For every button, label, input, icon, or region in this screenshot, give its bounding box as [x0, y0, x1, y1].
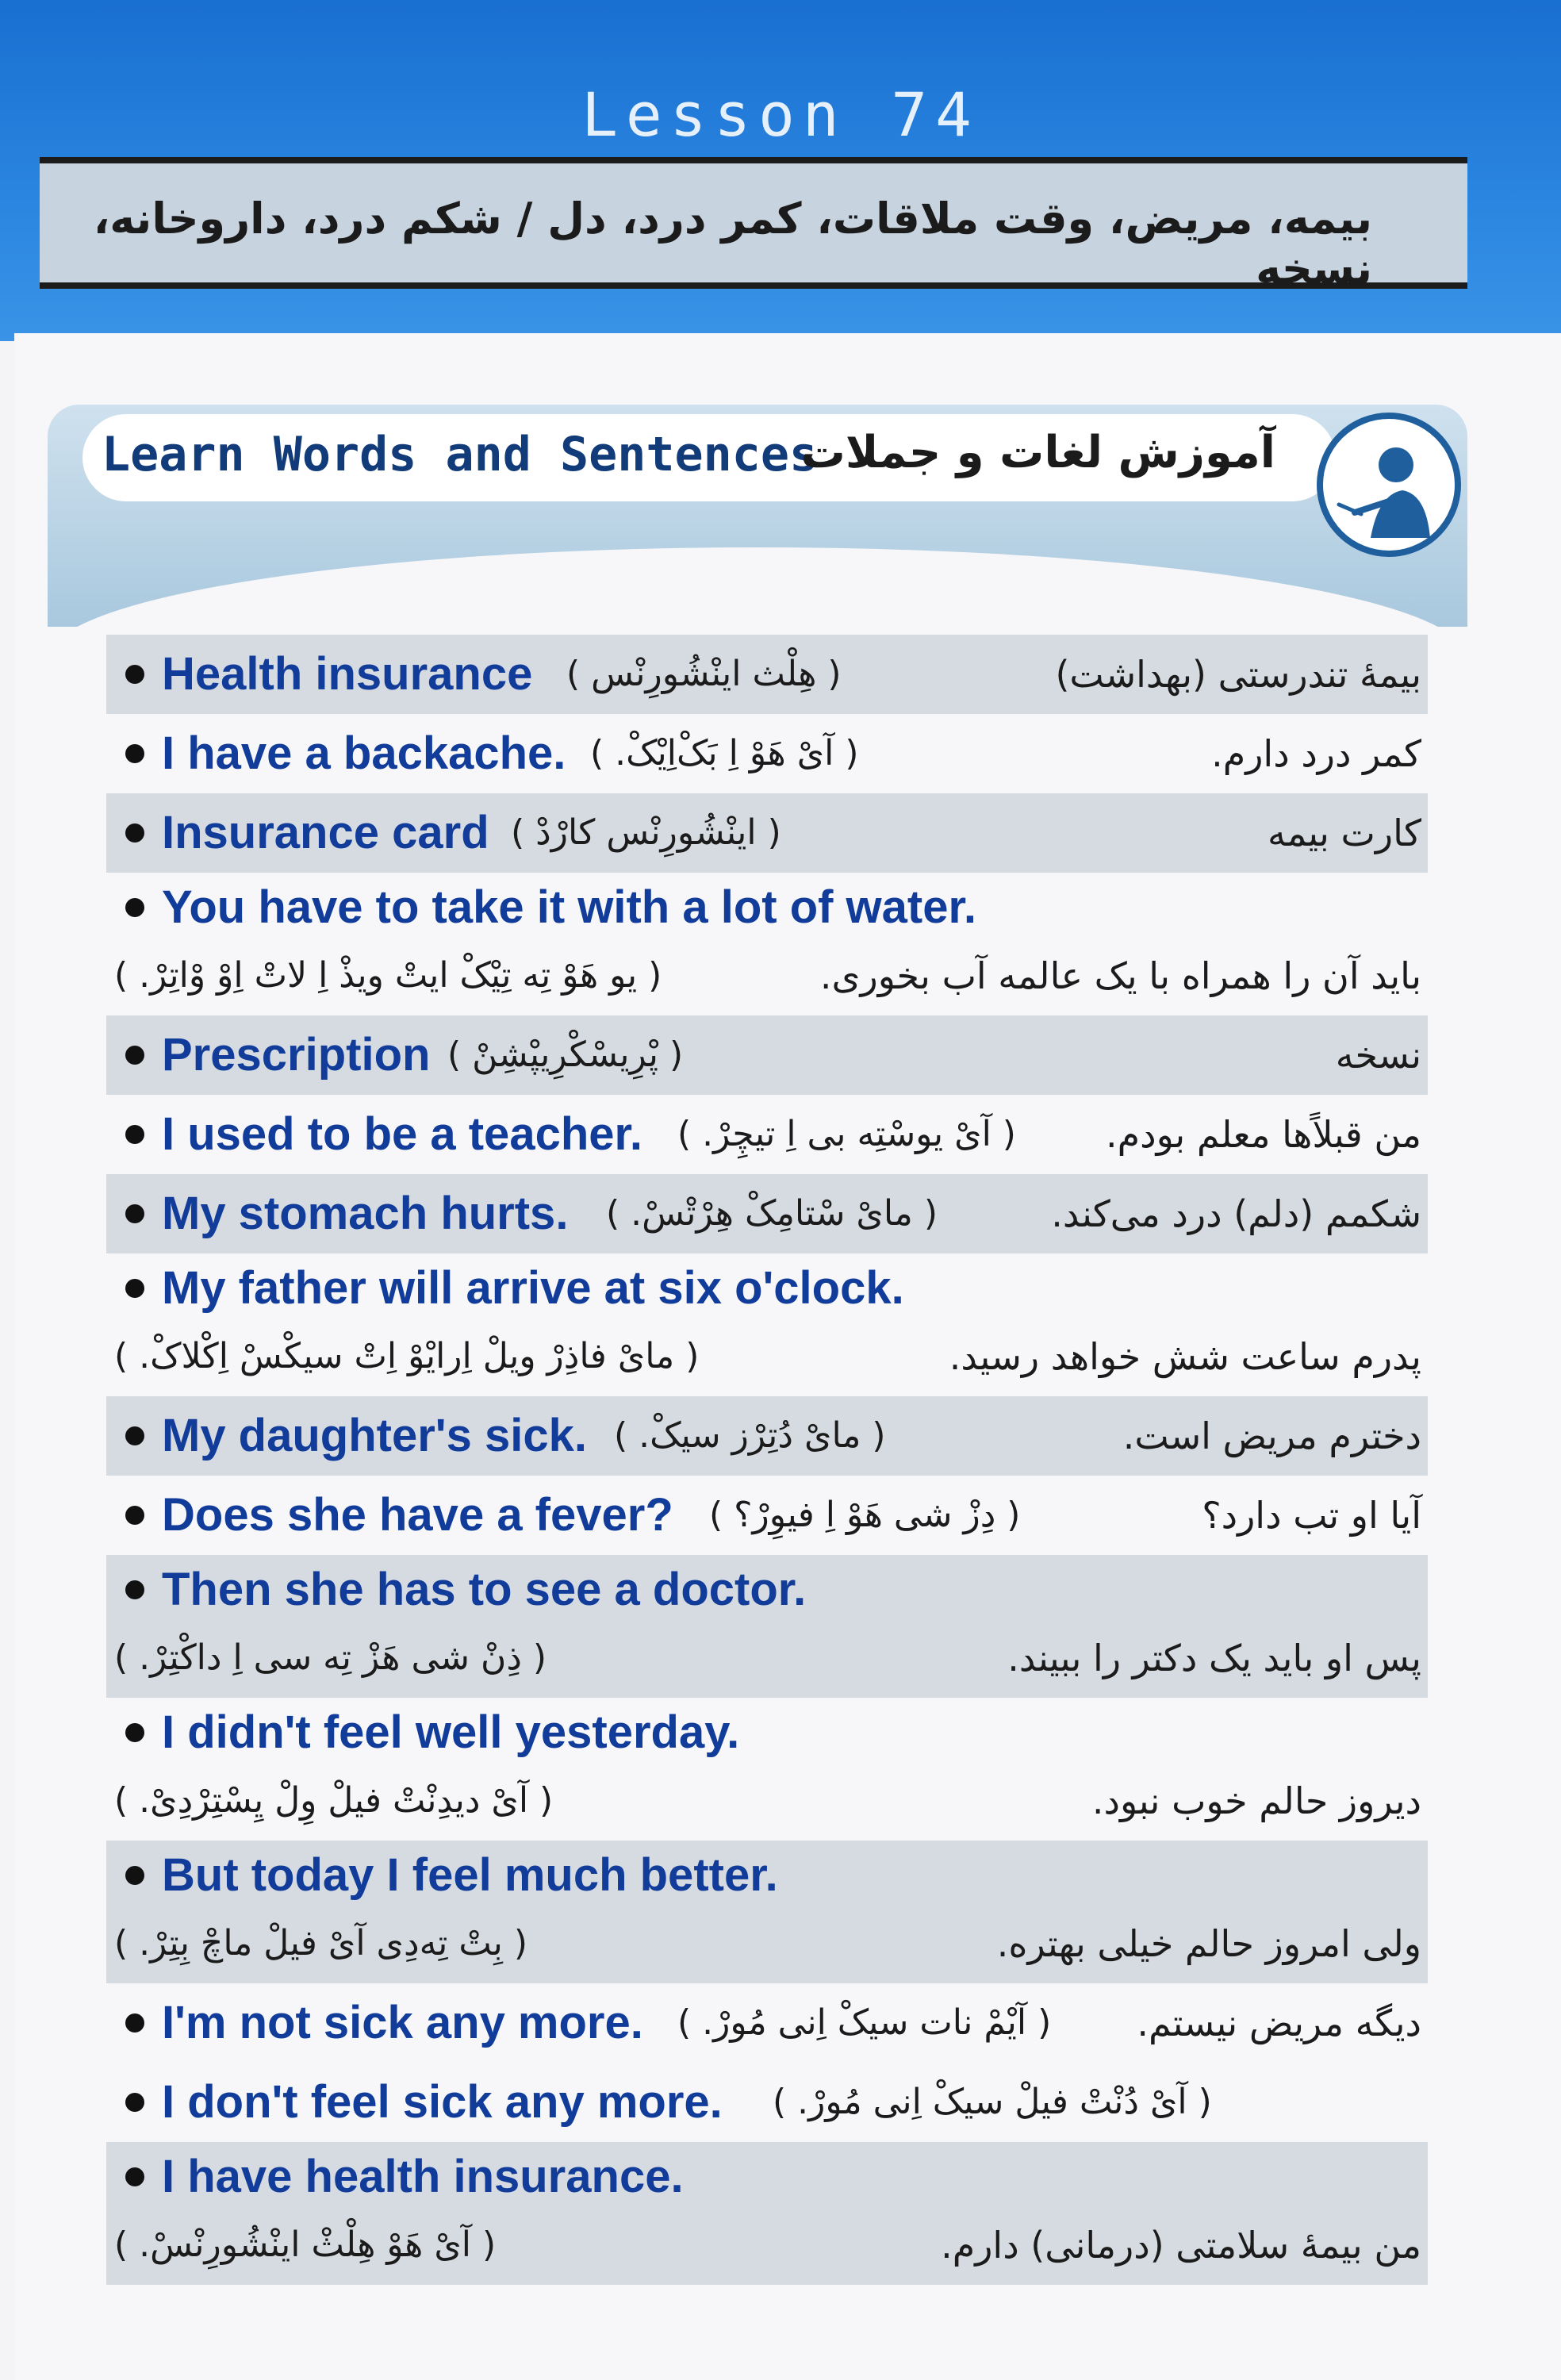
list-item: [106, 1476, 1428, 1555]
teacher-icon: [1317, 413, 1461, 557]
entry-persian: دخترم مریض است.: [1122, 1415, 1421, 1457]
list-item: [106, 635, 1428, 714]
entry-english: My stomach hurts.: [162, 1188, 569, 1239]
entry-pronunciation: ( آیْ یوسْتِه بی اِ تیچِرْ. ): [677, 1114, 1016, 1154]
entry-persian: بیمهٔ تندرستی (بهداشت): [1055, 653, 1421, 696]
bullet-icon: [125, 1723, 144, 1742]
list-item: [106, 1015, 1428, 1095]
entry-pronunciation: ( آیْ دیدِنْتْ فیلْ وِلْ یِسْتِرْدِیْ. ): [114, 1780, 554, 1821]
entry-english: I don't feel sick any more.: [162, 2076, 723, 2128]
list-item: [106, 1698, 1428, 1841]
entry-english: I have a backache.: [162, 727, 566, 779]
list-item: [106, 793, 1428, 873]
topic-text: بیمه، مریض، وقت ملاقات، کمر درد، دل / شکم درد، داروخانه، نسخه: [93, 194, 1372, 294]
entry-english: Prescription: [162, 1029, 431, 1081]
bullet-icon: [125, 1046, 144, 1065]
entry-pronunciation: ( آیْمْ نات سیکْ اِنی مُورْ. ): [677, 2002, 1052, 2043]
entry-english: My daughter's sick.: [162, 1410, 587, 1461]
entry-persian: کارت بیمه: [1268, 812, 1421, 854]
entry-english: Insurance card: [162, 807, 489, 858]
entry-persian: پس او باید یک دکتر را ببیند.: [1007, 1637, 1421, 1679]
list-item: [106, 1396, 1428, 1476]
entry-persian: پدرم ساعت شش خواهد رسید.: [949, 1335, 1421, 1378]
bullet-icon: [125, 1125, 144, 1144]
entry-english: Does she have a fever?: [162, 1489, 673, 1541]
list-item: [106, 873, 1428, 1015]
entry-pronunciation: ( دِزْ شی هَوْ اِ فیوِرْ؟ ): [709, 1495, 1021, 1535]
bullet-icon: [125, 2167, 144, 2186]
entry-pronunciation: ( آیْ هَوْ اِ بَکْ‌اِیْکْ. ): [590, 733, 859, 774]
entry-persian: دیگه مریض نیستم.: [1137, 2002, 1421, 2044]
section-title-en: Learn Words and Sentences: [102, 427, 819, 482]
bullet-icon: [125, 1204, 144, 1223]
entry-persian: شکمم (دلم) درد می‌کند.: [1051, 1192, 1421, 1235]
entry-persian: آیا او تب دارد؟: [1202, 1494, 1421, 1537]
entry-pronunciation: ( مایْ سْتامِکْ هِرْتْسْ. ): [606, 1193, 938, 1234]
topic-bar: [40, 157, 1467, 294]
list-item: [106, 714, 1428, 793]
bullet-icon: [125, 823, 144, 843]
entry-pronunciation: ( اینْشُورِنْس کارْدْ ): [511, 812, 781, 853]
list-item: [106, 2142, 1428, 2285]
section-title-fa: آموزش لغات و جملات: [800, 427, 1275, 478]
bullet-icon: [125, 1279, 144, 1298]
bullet-icon: [125, 1426, 144, 1445]
list-item: [106, 1174, 1428, 1253]
list-item: [106, 1555, 1428, 1698]
list-item: [106, 2063, 1428, 2142]
entry-pronunciation: ( مایْ دُتِرْز سیکْ. ): [614, 1415, 886, 1456]
lesson-title: Lesson 74: [581, 79, 980, 150]
list-item: [106, 1253, 1428, 1396]
entry-pronunciation: ( یو هَوْ تِه تِیْکْ ایتْ ویذْ اِ لاتْ اِوْ وْاتِرْ. ): [114, 955, 662, 996]
bullet-icon: [125, 898, 144, 917]
entry-english: But today I feel much better.: [162, 1849, 778, 1901]
entry-persian: دیروز حالم خوب نبود.: [1091, 1779, 1421, 1822]
bullet-icon: [125, 744, 144, 763]
entry-english: I used to be a teacher.: [162, 1108, 642, 1160]
entry-persian: من قبلاً‌ها معلم بودم.: [1106, 1113, 1421, 1156]
entry-pronunciation: ( آیْ دُنْتْ فیلْ سیکْ اِنی مُورْ. ): [773, 2082, 1212, 2122]
entry-persian: من بیمهٔ سلامتی (درمانی) دارم.: [941, 2224, 1421, 2267]
entry-pronunciation: ( بِتْ تِه‌دِی آیْ فیلْ ماچْ بِتِرْ. ): [114, 1923, 528, 1964]
bullet-icon: [125, 1506, 144, 1525]
bullet-icon: [125, 2093, 144, 2112]
entry-english: My father will arrive at six o'clock.: [162, 1262, 904, 1314]
bullet-icon: [125, 1580, 144, 1599]
entry-persian: کمر درد دارم.: [1211, 732, 1421, 775]
bullet-icon: [125, 1866, 144, 1885]
list-item: [106, 1841, 1428, 1983]
list-item: [106, 1983, 1428, 2063]
entry-pronunciation: ( هِلْث اینْشُورِنْس ): [566, 654, 842, 694]
entry-english: I'm not sick any more.: [162, 1997, 643, 2048]
entry-persian: نسخه: [1335, 1034, 1421, 1077]
entry-pronunciation: ( پْرِیسْکْرِیپْشِنْ ): [447, 1035, 684, 1075]
entry-english: I have health insurance.: [162, 2151, 684, 2202]
entry-english: Health insurance: [162, 648, 533, 700]
entry-persian: باید آن را همراه با یک عالمه آب بخوری.: [819, 954, 1421, 997]
entry-persian: ولی امروز حالم خیلی بهتره.: [996, 1922, 1421, 1965]
bullet-icon: [125, 665, 144, 684]
entry-english: I didn't feel well yesterday.: [162, 1706, 740, 1758]
entry-pronunciation: ( آیْ هَوْ هِلْثْ اینْشُورِنْسْ. ): [114, 2225, 497, 2265]
list-item: [106, 1095, 1428, 1174]
entry-english: Then she has to see a doctor.: [162, 1564, 807, 1615]
entry-english: You have to take it with a lot of water.: [162, 881, 976, 933]
entry-pronunciation: ( مایْ فاذِرْ ویلْ اِرایْوْ اِتْ سیکْسْ اِکْلاکْ. ): [114, 1336, 700, 1376]
entry-pronunciation: ( ذِنْ شی هَزْ تِه سی اِ داکْتِرْ. ): [114, 1637, 547, 1678]
bullet-icon: [125, 2013, 144, 2033]
